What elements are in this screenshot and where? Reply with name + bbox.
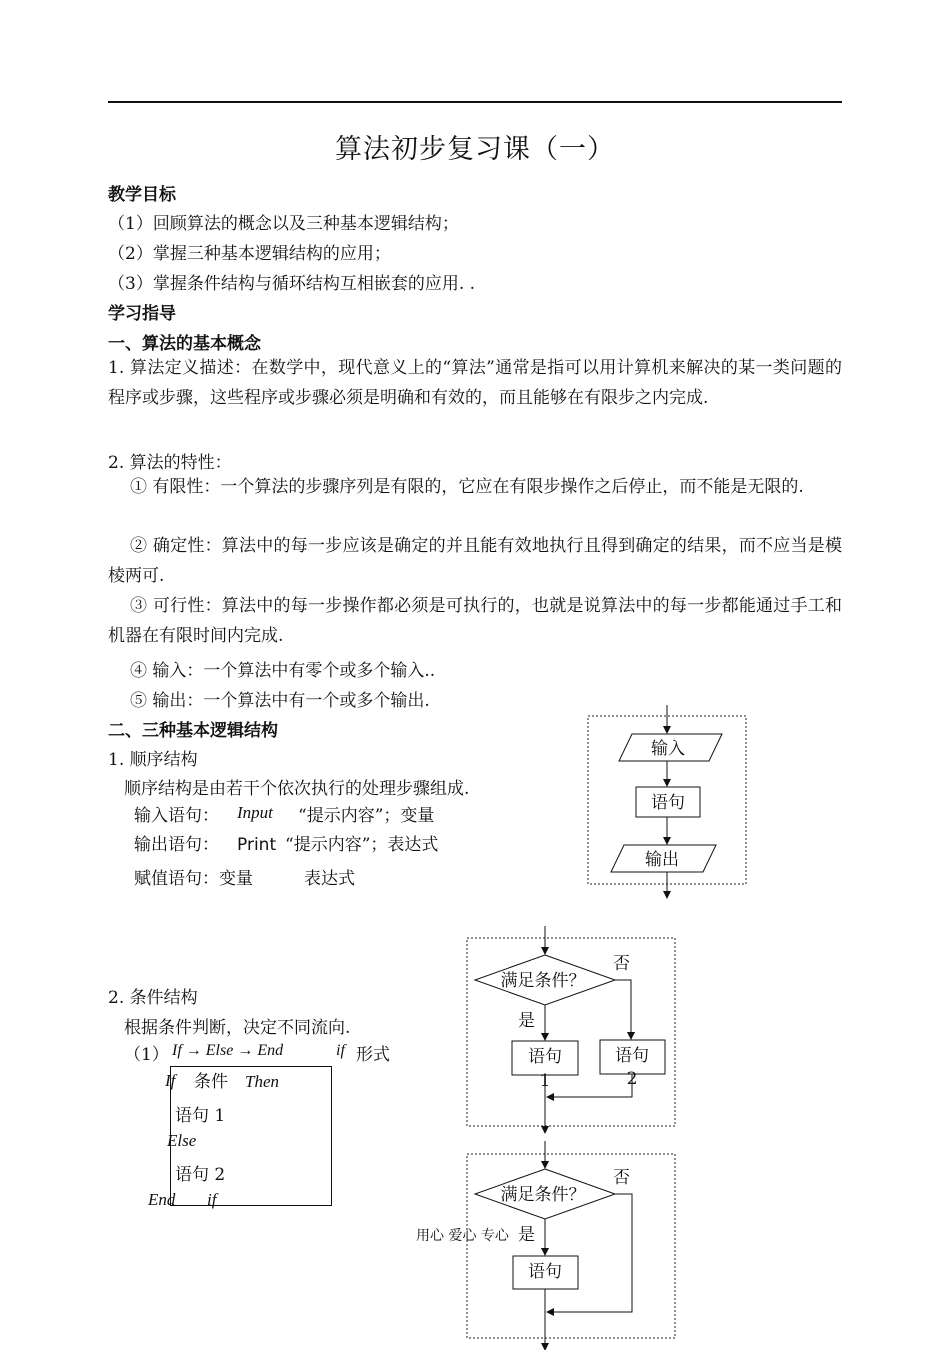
condition-flowchart-1	[467, 926, 675, 1133]
cond2-yes-label: 是	[518, 1225, 535, 1245]
property-definite: ② 确定性：算法中的每一步应该是确定的并且能有效地执行且得到确定的结果，而不应当是模棱两可.	[108, 536, 842, 586]
form-prefix: （1）	[124, 1045, 169, 1065]
cond1-arrow-no	[615, 980, 631, 1039]
properties-title: 2. 算法的特性：	[108, 453, 232, 473]
sequence-flowchart	[588, 705, 746, 898]
section1-heading: 一、算法的基本概念	[108, 334, 261, 354]
seq-stmt-label: 语句	[651, 793, 685, 813]
code-then: Then	[245, 1072, 279, 1091]
cond1-stmt2-label: 语句	[615, 1046, 649, 1066]
output-statement-rest: “提示内容”；表达式	[285, 835, 439, 855]
section2-heading: 二、三种基本逻辑结构	[108, 721, 278, 741]
cond1-yes-label: 是	[518, 1011, 535, 1031]
property-feasible: ③ 可行性：算法中的每一步操作都必须是可执行的，也就是说算法中的每一步都能通过手工和机器在有限时间内完成.	[108, 596, 842, 646]
seq-input-label: 输入	[651, 739, 685, 759]
input-statement-label: 输入语句：	[134, 806, 219, 826]
form-if: if	[336, 1042, 345, 1059]
page-footer: 用心 爱心 专心	[416, 1228, 509, 1244]
property-input: ④ 输入：一个算法中有零个或多个输入..	[130, 661, 436, 681]
cond1-arrow-merge	[547, 1074, 632, 1097]
cond2-condition-label: 满足条件？	[500, 1185, 586, 1205]
code-end: End	[148, 1190, 176, 1209]
cond1-condition-label: 满足条件？	[500, 971, 586, 991]
form-suffix: 形式	[356, 1045, 390, 1065]
sequence-desc: 顺序结构是由若干个依次执行的处理步骤组成.	[124, 779, 470, 799]
code-else: Else	[167, 1131, 197, 1150]
condition-desc: 根据条件判断，决定不同流向.	[124, 1018, 351, 1038]
code-condition: 条件	[194, 1072, 228, 1092]
goal-item: （3）掌握条件结构与循环结构互相嵌套的应用. .	[108, 274, 476, 294]
form-keywords: If → Else → End	[172, 1042, 284, 1059]
input-statement-rest: “提示内容”；变量	[298, 806, 435, 826]
seq-output-label: 输出	[645, 850, 679, 870]
code-stmt1: 语句 1	[175, 1106, 226, 1126]
output-keyword: Print	[237, 835, 277, 855]
algorithm-definition: 1. 算法定义描述：在数学中，现代意义上的“算法”通常是指可以用计算机来解决的某一类问题的程序或步骤，这些程序或步骤必须是明确和有效的，而且能够在有限步之内完成.	[108, 358, 842, 408]
guide-heading: 学习指导	[108, 304, 176, 324]
code-stmt2: 语句 2	[175, 1165, 226, 1185]
condition-flowchart-2	[467, 1141, 675, 1350]
goal-item: （1）回顾算法的概念以及三种基本逻辑结构；	[108, 214, 459, 234]
condition-title: 2. 条件结构	[108, 988, 198, 1008]
page-title: 算法初步复习课（一）	[335, 134, 615, 165]
cond1-stmt1-num: 1	[539, 1071, 551, 1091]
property-finite: ① 有限性：一个算法的步骤序列是有限的，它应在有限步操作之后停止，而不能是无限的.	[130, 477, 804, 497]
cond1-stmt2-num: 2	[626, 1069, 638, 1089]
code-if: If	[165, 1071, 176, 1090]
code-endif: if	[207, 1190, 217, 1209]
cond1-stmt1-label: 语句	[528, 1047, 562, 1067]
goal-item: （2）掌握三种基本逻辑结构的应用；	[108, 244, 391, 264]
goals-heading: 教学目标	[108, 185, 176, 205]
input-keyword: Input	[237, 803, 273, 822]
cond1-no-label: 否	[613, 954, 630, 974]
assign-statement-label: 赋值语句：变量	[134, 869, 253, 889]
property-output: ⑤ 输出：一个算法中有一个或多个输出.	[130, 691, 430, 711]
assign-statement-rest: 表达式	[304, 869, 355, 889]
output-statement-label: 输出语句：	[134, 835, 219, 855]
sequence-title: 1. 顺序结构	[108, 750, 198, 770]
cond2-no-label: 否	[613, 1168, 630, 1188]
cond2-stmt-label: 语句	[528, 1262, 562, 1282]
